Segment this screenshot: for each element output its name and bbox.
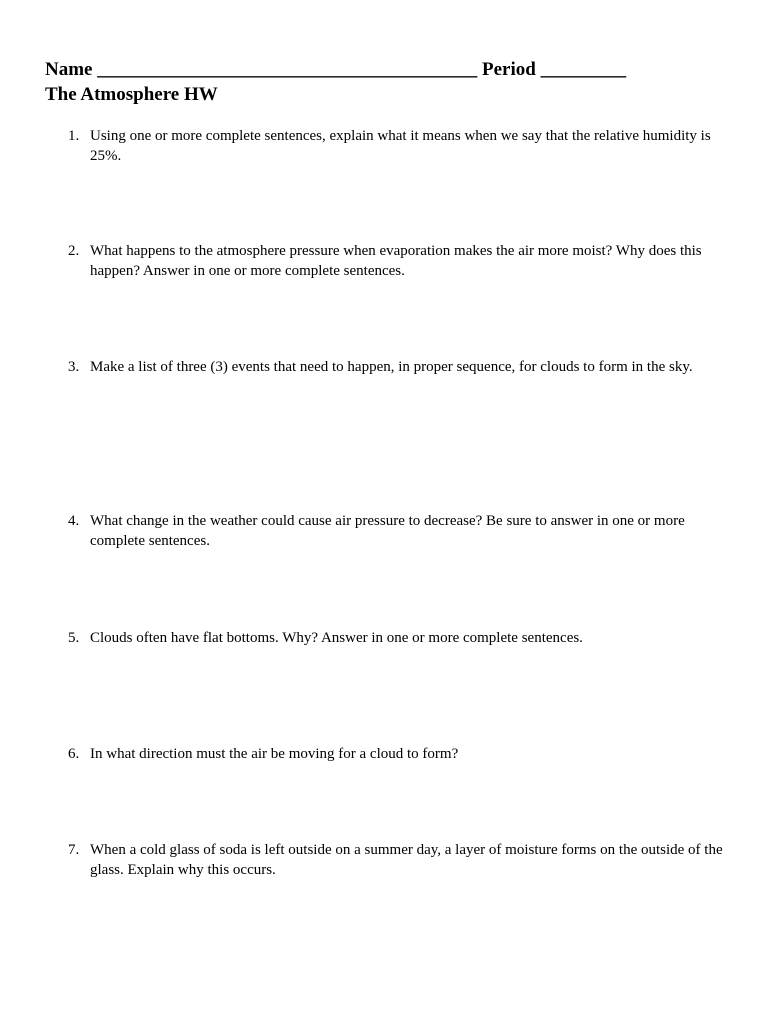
question-text: Make a list of three (3) events that need to happen, in proper sequence, for clouds to form in the sky.	[90, 359, 693, 375]
question-text: When a cold glass of soda is left outside on a summer day, a layer of moisture forms on the outside of the glass. Explain why this occurs.	[90, 842, 723, 878]
question-number: 4.	[68, 513, 80, 529]
question-item	[68, 357, 728, 377]
question-item	[68, 241, 728, 281]
question-item	[68, 628, 728, 648]
question-number: 6.	[68, 746, 80, 762]
question-text: What change in the weather could cause air pressure to decrease? Be sure to answer in one or more complete sentences.	[90, 513, 685, 549]
name-period-header	[45, 58, 626, 82]
question-number: 1.	[68, 128, 80, 144]
question-number: 5.	[68, 630, 80, 646]
period-blank: _________	[540, 59, 627, 80]
name-blank: ________________________________________	[97, 59, 478, 80]
question-text: In what direction must the air be moving for a cloud to form?	[90, 746, 459, 762]
question-number: 7.	[68, 842, 80, 858]
question-text: Using one or more complete sentences, explain what it means when we say that the relative humidity is 25%.	[90, 128, 711, 164]
question-number: 2.	[68, 243, 80, 259]
question-item	[68, 744, 728, 764]
question-text: What happens to the atmosphere pressure when evaporation makes the air more moist? Why does this happen? Answer in one or more complete sentences.	[90, 243, 702, 279]
question-number: 3.	[68, 359, 80, 375]
question-item	[68, 511, 728, 551]
name-label: Name	[45, 59, 93, 80]
period-label: Period	[481, 59, 536, 80]
question-text: Clouds often have flat bottoms. Why? Answer in one or more complete sentences.	[90, 630, 583, 646]
question-item	[68, 126, 728, 166]
worksheet-title: The Atmosphere HW	[45, 84, 218, 105]
question-item	[68, 840, 728, 880]
